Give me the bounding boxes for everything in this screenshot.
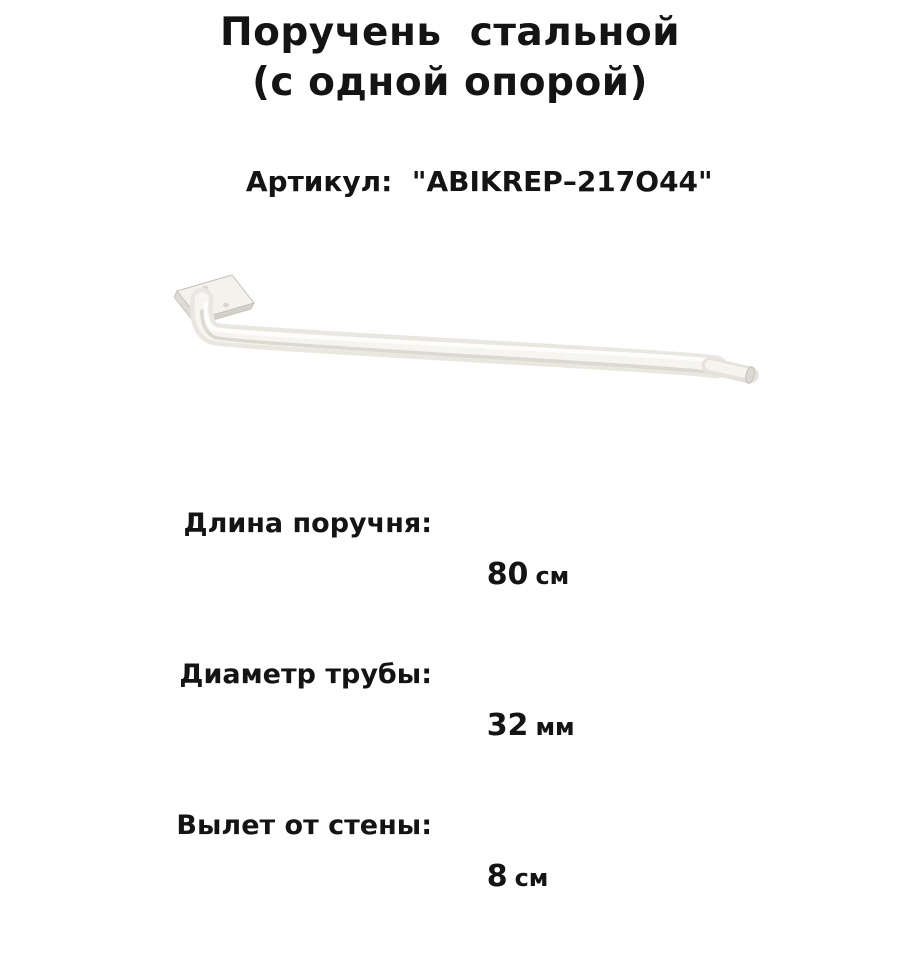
spec-value-group [446, 805, 746, 953]
spec-list [0, 500, 900, 953]
spec-label: Диаметр трубы: [179, 659, 432, 690]
handrail-illustration [150, 255, 760, 395]
spec-unit: мм [535, 713, 575, 741]
spec-label: Длина поручня: [183, 508, 432, 539]
spec-label: Вылет от стены: [176, 810, 432, 841]
spec-row [0, 651, 900, 802]
product-title-line-1: Поручень стальной [219, 10, 681, 55]
spec-row [0, 500, 900, 651]
sku-label: Артикул: [245, 165, 393, 198]
product-title-line-2: (с одной опорой) [252, 60, 648, 105]
spec-value: 80 [486, 557, 529, 592]
sku-line [0, 128, 900, 236]
heading-block [0, 8, 900, 236]
spec-value-group [446, 654, 746, 802]
spec-row [0, 802, 900, 953]
product-photo [150, 255, 760, 395]
sku-value: "ABIKREP–217O44" [411, 165, 713, 198]
handrail-tube [201, 299, 755, 384]
spec-unit: см [535, 562, 570, 590]
spec-value: 32 [486, 708, 529, 743]
spec-value-group [446, 503, 746, 651]
spec-value: 8 [486, 859, 508, 894]
spec-unit: см [514, 864, 549, 892]
